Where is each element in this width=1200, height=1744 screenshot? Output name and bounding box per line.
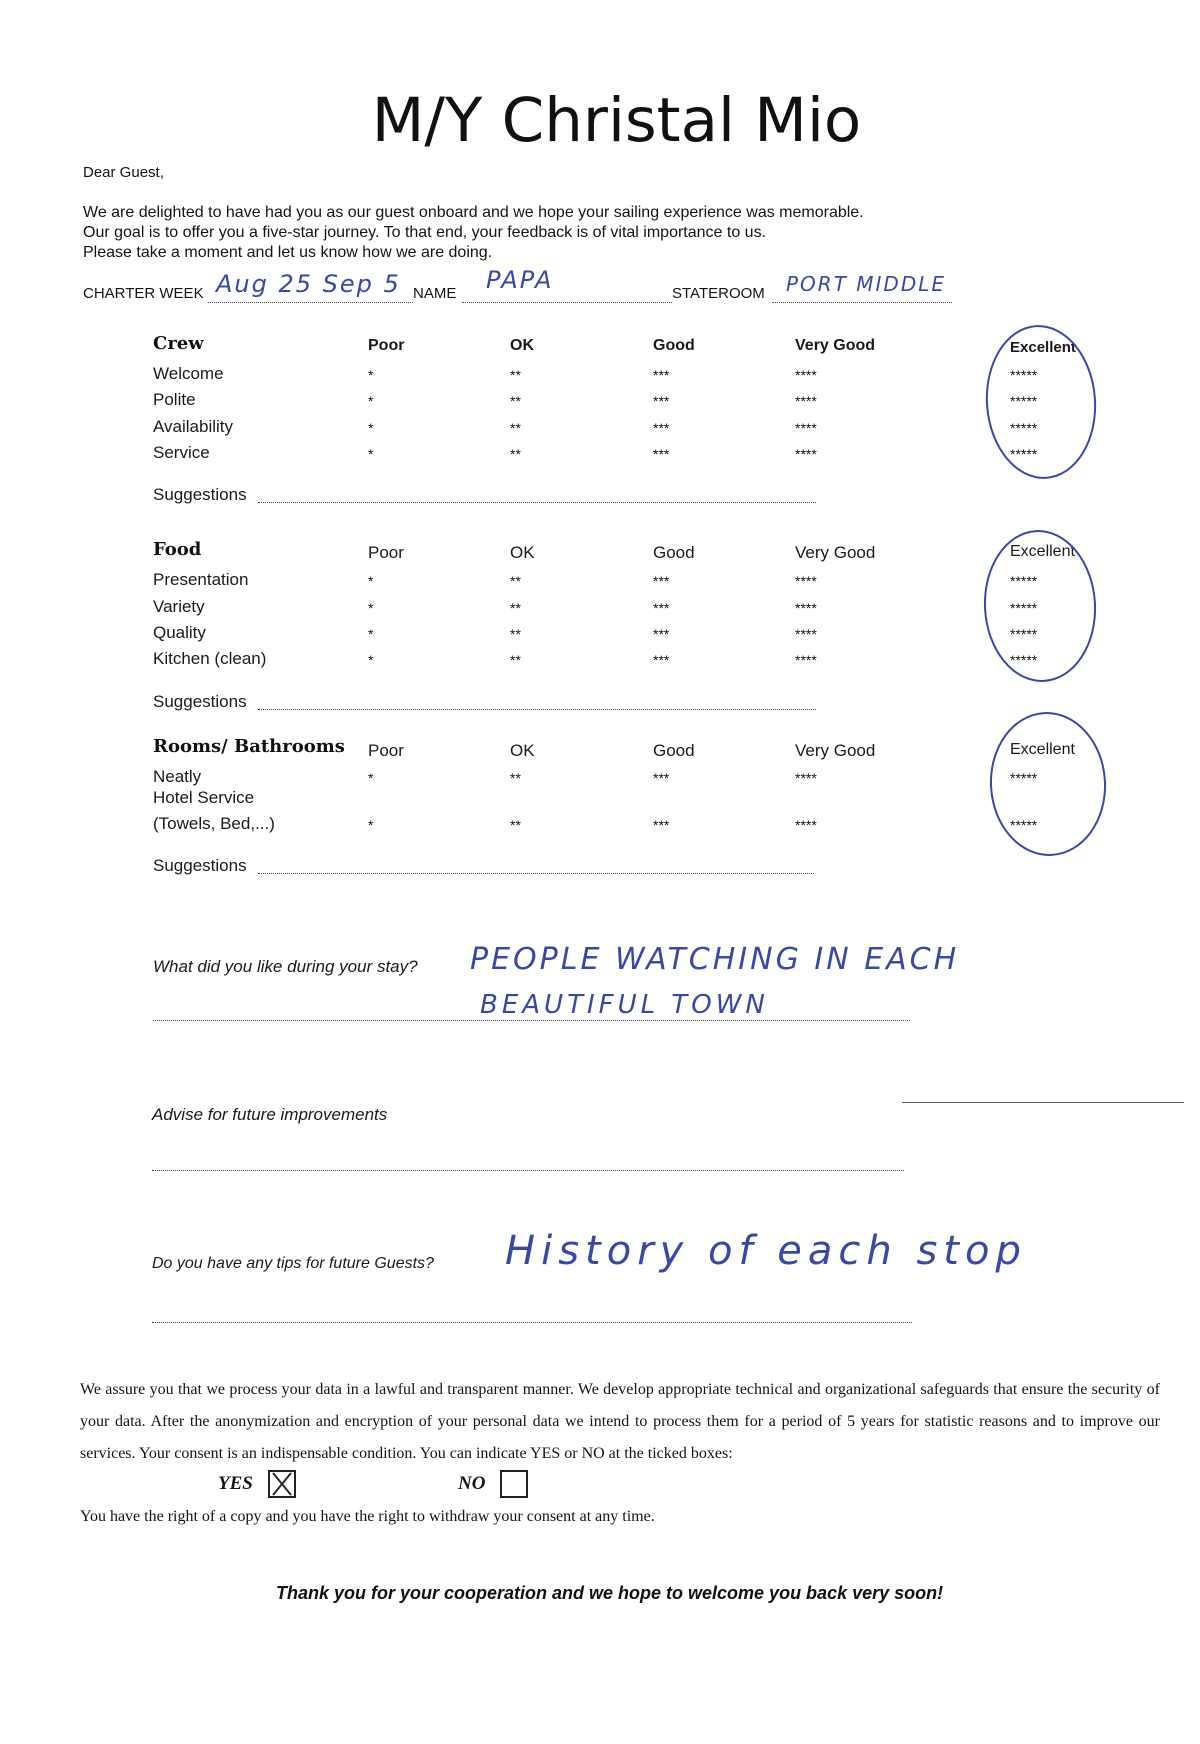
improvements-question: Advise for future improvements [152, 1105, 388, 1124]
star-rating-excellent[interactable]: ***** [1010, 420, 1038, 436]
name-value[interactable]: PAPA [486, 266, 554, 294]
tips-question: Do you have any tips for future Guests? [152, 1255, 434, 1272]
star-rating-good[interactable]: *** [653, 393, 670, 409]
page-title: M/Y Christal Mio [371, 85, 862, 156]
checkmark-icon [269, 1471, 295, 1497]
star-rating-very-good[interactable]: **** [795, 817, 817, 833]
star-rating-very-good[interactable]: **** [795, 420, 817, 436]
star-rating-very-good[interactable]: **** [795, 600, 817, 616]
tips-field[interactable] [152, 1322, 912, 1323]
liked-answer-line-2[interactable]: BEAUTIFUL TOWN [480, 990, 769, 1020]
food-row-variety: Variety [153, 597, 205, 616]
star-rating-poor[interactable]: * [368, 770, 374, 786]
crew-row-service: Service [153, 443, 210, 462]
rooms-row-towels-bed: (Towels, Bed,...) [153, 814, 275, 833]
charter-week-label: CHARTER WEEK [83, 285, 204, 302]
rooms-row-neatly: Neatly [153, 767, 202, 786]
improvements-field[interactable] [152, 1170, 904, 1171]
crew-col-good: Good [653, 337, 695, 354]
star-rating-very-good[interactable]: **** [795, 573, 817, 589]
star-rating-good[interactable]: *** [653, 817, 670, 833]
consent-no-label: NO [458, 1473, 486, 1494]
crew-col-very-good: Very Good [795, 337, 876, 354]
greeting: Dear Guest, [83, 164, 164, 181]
food-row-kitchen: Kitchen (clean) [153, 649, 267, 668]
star-rating-ok[interactable]: ** [510, 420, 521, 436]
crew-row-welcome: Welcome [153, 364, 224, 383]
intro-line-3: Please take a moment and let us know how we are doing. [83, 244, 493, 261]
star-rating-good[interactable]: *** [653, 652, 670, 668]
food-col-ok: OK [510, 543, 535, 562]
star-rating-good[interactable]: *** [653, 573, 670, 589]
food-row-quality: Quality [153, 623, 206, 642]
star-rating-good[interactable]: *** [653, 420, 670, 436]
star-rating-excellent[interactable]: ***** [1010, 446, 1038, 462]
name-line [462, 302, 672, 303]
star-rating-poor[interactable]: * [368, 393, 374, 409]
star-rating-ok[interactable]: ** [510, 817, 521, 833]
star-rating-ok[interactable]: ** [510, 367, 521, 383]
star-rating-poor[interactable]: * [368, 600, 374, 616]
crew-row-availability: Availability [153, 417, 234, 436]
star-rating-good[interactable]: *** [653, 626, 670, 642]
star-rating-good[interactable]: *** [653, 600, 670, 616]
rooms-section-title: Rooms/ Bathrooms [153, 736, 345, 757]
stateroom-label: STATEROOM [672, 285, 765, 302]
charter-week-line [208, 302, 413, 303]
rooms-col-poor: Poor [368, 741, 404, 760]
crew-col-ok: OK [510, 337, 534, 354]
improvements-line-right [902, 1102, 1184, 1103]
star-rating-excellent[interactable]: ***** [1010, 652, 1038, 668]
rooms-col-very-good: Very Good [795, 741, 876, 760]
food-col-very-good: Very Good [795, 543, 876, 562]
intro-line-2: Our goal is to offer you a five-star journey. To that end, your feedback is of vital importance to us. [83, 224, 767, 241]
rooms-suggestions-field[interactable] [258, 873, 814, 874]
star-rating-poor[interactable]: * [368, 652, 374, 668]
star-rating-good[interactable]: *** [653, 770, 670, 786]
crew-section-title: Crew [153, 333, 204, 354]
star-rating-ok[interactable]: ** [510, 626, 521, 642]
star-rating-poor[interactable]: * [368, 573, 374, 589]
excellent-selection-circle [986, 709, 1109, 859]
crew-suggestions-field[interactable] [258, 502, 816, 503]
star-rating-ok[interactable]: ** [510, 770, 521, 786]
rooms-suggestions-label: Suggestions [153, 856, 247, 875]
intro-line-1: We are delighted to have had you as our guest onboard and we hope your sailing experience was memorable. [83, 204, 864, 221]
consent-paragraph: We assure you that we process your data in a lawful and transparent manner. We develop appropriate technical and organizational safeguards that ensure the security of your data. After the anonymization and encryption of your personal data we intend to process them for a period of 5 years for statistic reasons and to improve our services. Your consent is an indispensable condition. You can indicate YES or NO at the ticked boxes: [80, 1381, 1160, 1462]
star-rating-ok[interactable]: ** [510, 600, 521, 616]
star-rating-excellent[interactable]: ***** [1010, 817, 1038, 833]
excellent-selection-circle [980, 527, 1100, 685]
liked-answer-line-1[interactable]: PEOPLE WATCHING IN EACH [470, 942, 960, 977]
star-rating-excellent[interactable]: ***** [1010, 573, 1038, 589]
rooms-col-good: Good [653, 741, 695, 760]
star-rating-excellent[interactable]: ***** [1010, 367, 1038, 383]
crew-row-polite: Polite [153, 390, 196, 409]
food-col-poor: Poor [368, 543, 404, 562]
consent-no-checkbox[interactable] [500, 1470, 528, 1498]
liked-question: What did you like during your stay? [153, 957, 418, 976]
consent-rights-text: You have the right of a copy and you have the right to withdraw your consent at any time. [80, 1508, 655, 1525]
star-rating-ok[interactable]: ** [510, 393, 521, 409]
star-rating-excellent[interactable]: ***** [1010, 600, 1038, 616]
crew-col-poor: Poor [368, 337, 405, 354]
liked-answer-field[interactable] [153, 1020, 910, 1021]
star-rating-very-good[interactable]: **** [795, 367, 817, 383]
star-rating-very-good[interactable]: **** [795, 446, 817, 462]
star-rating-poor[interactable]: * [368, 446, 374, 462]
star-rating-poor[interactable]: * [368, 626, 374, 642]
crew-col-excellent: Excellent [1010, 339, 1076, 356]
stateroom-value[interactable]: PORT MIDDLE [786, 272, 947, 296]
star-rating-poor[interactable]: * [368, 817, 374, 833]
excellent-selection-circle [981, 321, 1101, 482]
tips-answer[interactable]: History of each stop [505, 1228, 1027, 1274]
rooms-row-hotel-service: Hotel Service [153, 788, 255, 807]
charter-week-value[interactable]: Aug 25 Sep 5 [216, 270, 401, 298]
consent-yes-label: YES [218, 1473, 253, 1494]
star-rating-very-good[interactable]: **** [795, 393, 817, 409]
star-rating-good[interactable]: *** [653, 367, 670, 383]
food-col-good: Good [653, 543, 695, 562]
consent-yes-checkbox[interactable] [268, 1470, 296, 1498]
name-label: NAME [413, 285, 457, 302]
star-rating-excellent[interactable]: ***** [1010, 626, 1038, 642]
crew-suggestions-label: Suggestions [153, 485, 247, 504]
thank-you-note: Thank you for your cooperation and we hope to welcome you back very soon! [276, 1583, 944, 1603]
stateroom-line [772, 302, 952, 303]
star-rating-good[interactable]: *** [653, 446, 670, 462]
star-rating-excellent[interactable]: ***** [1010, 770, 1038, 786]
food-row-presentation: Presentation [153, 570, 249, 589]
star-rating-ok[interactable]: ** [510, 573, 521, 589]
star-rating-poor[interactable]: * [368, 420, 374, 436]
rooms-col-excellent: Excellent [1010, 741, 1075, 758]
star-rating-very-good[interactable]: **** [795, 770, 817, 786]
food-suggestions-label: Suggestions [153, 692, 247, 711]
star-rating-ok[interactable]: ** [510, 652, 521, 668]
food-col-excellent: Excellent [1010, 543, 1075, 560]
star-rating-ok[interactable]: ** [510, 446, 521, 462]
food-suggestions-field[interactable] [258, 709, 816, 710]
star-rating-poor[interactable]: * [368, 367, 374, 383]
star-rating-excellent[interactable]: ***** [1010, 393, 1038, 409]
star-rating-very-good[interactable]: **** [795, 626, 817, 642]
food-section-title: Food [153, 539, 202, 560]
rooms-col-ok: OK [510, 741, 535, 760]
star-rating-very-good[interactable]: **** [795, 652, 817, 668]
